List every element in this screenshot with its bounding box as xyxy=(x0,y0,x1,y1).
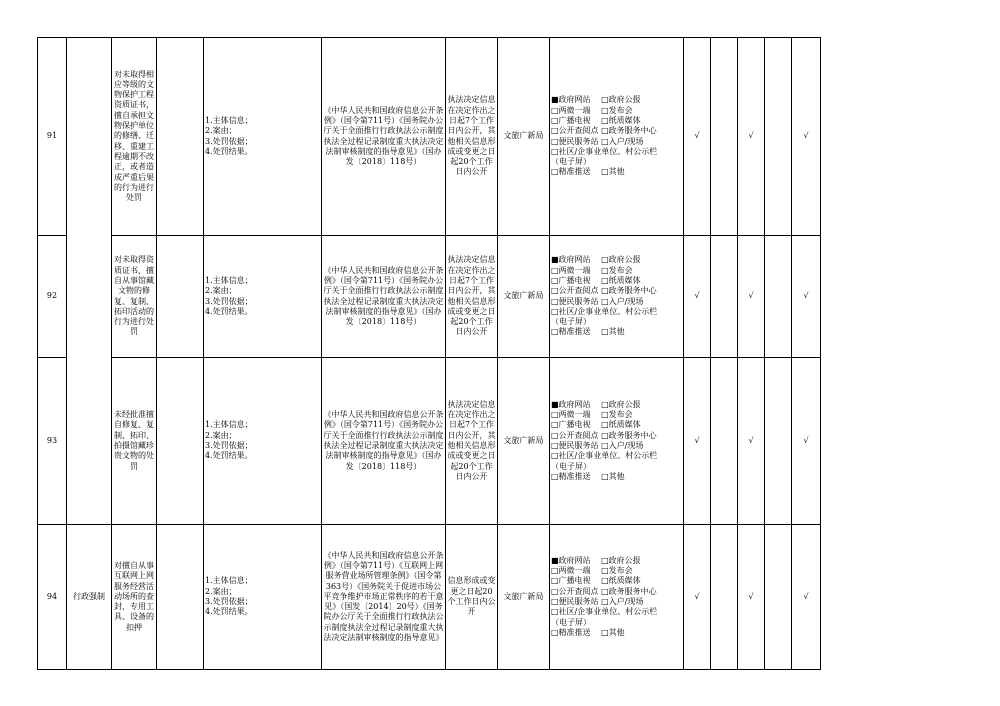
channel-line: □公开查阅点 □政务服务中心 xyxy=(551,430,657,440)
channel-line: □公开查阅点 □政务服务中心 xyxy=(551,286,657,296)
check-mark: √ xyxy=(738,38,765,236)
basis-cell: 《中华人民共和国政府信息公开条例》（国令第711号）《国务院办公厅关于全面推行行政执法公示制度执法全过程记录制度重大执法决定法制审核制度的指导意见》（国办发〔2018〕118号） xyxy=(322,38,446,236)
channel-line: □便民服务站 □入户/现场 xyxy=(551,597,644,606)
row-number: 92 xyxy=(38,236,67,358)
channel-line: □社区/企事业单位、村公示栏 xyxy=(551,146,658,156)
channel-line: ■政府网站 □政府公报 xyxy=(551,399,641,409)
time-cell: 执法决定信息在决定作出之日起7个工作日内公开，其他相关信息形成或变更之日起20个工作日内公开 xyxy=(446,236,498,358)
item-cell: 对未取得资质证书，擅自从事馆藏文物的修复、复制、拓印活动的行为进行处罚 xyxy=(112,236,157,358)
dept-cell: 文旅广新局 xyxy=(498,38,550,236)
check-mark: √ xyxy=(792,525,821,670)
channel-line: ■政府网站 □政府公报 xyxy=(551,95,641,105)
channel-line: □精准推送 □其他 xyxy=(551,627,625,637)
channel-line: □便民服务站 □入户/现场 xyxy=(551,441,644,450)
table-row xyxy=(38,525,821,670)
check-mark xyxy=(765,38,792,236)
dept-cell: 文旅广新局 xyxy=(498,236,550,358)
check-mark: √ xyxy=(792,38,821,236)
basis-cell: 《中华人民共和国政府信息公开条例》（国令第711号）《国务院办公厅关于全面推行行政执法公示制度执法全过程记录制度重大执法决定法制审核制度的指导意见》（国办发〔2018〕118号） xyxy=(322,358,446,525)
check-mark xyxy=(765,358,792,525)
blank-cell xyxy=(157,358,204,525)
check-mark xyxy=(765,236,792,358)
row-number: 91 xyxy=(38,38,67,236)
channel-line: □社区/企事业单位、村公示栏 xyxy=(551,607,658,617)
channel-line: □社区/企事业单位、村公示栏 xyxy=(551,306,658,316)
content-line: 1.主体信息； xyxy=(205,576,253,586)
content-line: 1.主体信息； xyxy=(205,275,253,285)
row-number: 93 xyxy=(38,358,67,525)
channel-cell xyxy=(550,358,684,525)
content-line: 3.处罚依据； xyxy=(205,441,253,450)
content-line: 1.主体信息； xyxy=(205,420,253,430)
time-cell: 执法决定信息在决定作出之日起7个工作日内公开，其他相关信息形成或变更之日起20个工作日内公开 xyxy=(446,38,498,236)
content-line: 2.案由； xyxy=(205,430,237,440)
check-mark: √ xyxy=(738,525,765,670)
channel-line: （电子屏） xyxy=(551,317,591,327)
check-mark: √ xyxy=(792,358,821,525)
basis-cell: 《中华人民共和国政府信息公开条例》（国令第711号）《国务院办公厅关于全面推行行政执法公示制度执法全过程记录制度重大执法决定法制审核制度的指导意见》（国办发〔2018〕118号） xyxy=(322,236,446,358)
channel-line: □两微一端 □发布会 xyxy=(551,265,633,275)
category-cell: 行政强制 xyxy=(67,525,112,670)
category-cell xyxy=(67,38,112,525)
blank-cell xyxy=(157,38,204,236)
disclosure-table xyxy=(37,37,821,670)
channel-line: □精准推送 □其他 xyxy=(551,327,625,337)
channel-line: □两微一端 □发布会 xyxy=(551,105,633,115)
content-line: 2.案由； xyxy=(205,286,237,296)
content-line: 4.处罚结果。 xyxy=(205,451,253,461)
content-line: 3.处罚依据； xyxy=(205,597,253,606)
content-cell xyxy=(204,236,322,358)
channel-line: □便民服务站 □入户/现场 xyxy=(551,296,644,306)
time-cell: 执法决定信息在决定作出之日起7个工作日内公开，其他相关信息形成或变更之日起20个工作日内公开 xyxy=(446,358,498,525)
content-line: 3.处罚依据； xyxy=(205,296,253,306)
item-cell: 对擅自从事互联网上网服务经营活动场所的查封，专用工具、设备的扣押 xyxy=(112,525,157,670)
content-line: 4.处罚结果。 xyxy=(205,607,253,617)
table-row xyxy=(38,236,821,358)
table-row xyxy=(38,38,821,236)
channel-line: ■政府网站 □政府公报 xyxy=(551,555,641,565)
channel-line: □两微一端 □发布会 xyxy=(551,566,633,576)
time-cell: 信息形成或变更之日起20个工作日内公开 xyxy=(446,525,498,670)
content-line: 4.处罚结果。 xyxy=(205,306,253,316)
channel-line: （电子屏） xyxy=(551,617,591,627)
blank-cell xyxy=(157,525,204,670)
channel-cell xyxy=(550,236,684,358)
channel-line: □两微一端 □发布会 xyxy=(551,410,633,420)
check-mark xyxy=(711,38,738,236)
check-mark xyxy=(711,236,738,358)
channel-line: □广播电视 □纸质媒体 xyxy=(551,420,641,430)
channel-line: □精准推送 □其他 xyxy=(551,471,625,481)
dept-cell: 文旅广新局 xyxy=(498,358,550,525)
channel-line: □公开查阅点 □政务服务中心 xyxy=(551,586,657,596)
channel-line: □广播电视 □纸质媒体 xyxy=(551,275,641,285)
check-mark: √ xyxy=(684,38,711,236)
content-cell xyxy=(204,525,322,670)
content-cell xyxy=(204,38,322,236)
item-cell: 未经批准擅自修复、复制、拓印、拍摄馆藏珍贵文物的处罚 xyxy=(112,358,157,525)
item-cell: 对未取得相应等级的文物保护工程资质证书，擅自承担文物保护单位的修缮、迁移、重建工程逾期不改正，或者造成严重后果的行为进行处罚 xyxy=(112,38,157,236)
check-mark: √ xyxy=(684,525,711,670)
row-number: 94 xyxy=(38,525,67,670)
channel-line: □公开查阅点 □政务服务中心 xyxy=(551,126,657,136)
content-line: 2.案由； xyxy=(205,586,237,596)
check-mark xyxy=(711,358,738,525)
channel-cell xyxy=(550,38,684,236)
basis-cell: 《中华人民共和国政府信息公开条例》（国令第711号）《互联网上网服务营业场所管理条例》（国令第363号）《国务院关于促进市场公平竞争维护市场正常秩序的若干意见》（国发〔2014〕20号）《国务院办公厅关于全面推行行政执法公示制度执法全过程记录制度重大执法决定法制审核制度的指导意见》 xyxy=(322,525,446,670)
channel-line: □精准推送 □其他 xyxy=(551,167,625,177)
channel-line: □便民服务站 □入户/现场 xyxy=(551,136,644,146)
blank-cell xyxy=(157,236,204,358)
content-line: 4.处罚结果。 xyxy=(205,146,253,156)
channel-cell xyxy=(550,525,684,670)
content-cell xyxy=(204,358,322,525)
channel-line: （电子屏） xyxy=(551,461,591,471)
check-mark: √ xyxy=(684,358,711,525)
channel-line: （电子屏） xyxy=(551,157,591,167)
channel-line: ■政府网站 □政府公报 xyxy=(551,255,641,265)
check-mark: √ xyxy=(684,236,711,358)
content-line: 3.处罚依据； xyxy=(205,136,253,146)
channel-line: □社区/企事业单位、村公示栏 xyxy=(551,451,658,461)
channel-line: □广播电视 □纸质媒体 xyxy=(551,576,641,586)
content-line: 1.主体信息； xyxy=(205,115,253,125)
check-mark: √ xyxy=(738,358,765,525)
dept-cell: 文旅广新局 xyxy=(498,525,550,670)
channel-line: □广播电视 □纸质媒体 xyxy=(551,115,641,125)
check-mark: √ xyxy=(738,236,765,358)
table-row xyxy=(38,358,821,525)
check-mark xyxy=(765,525,792,670)
check-mark xyxy=(711,525,738,670)
check-mark: √ xyxy=(792,236,821,358)
content-line: 2.案由； xyxy=(205,126,237,136)
